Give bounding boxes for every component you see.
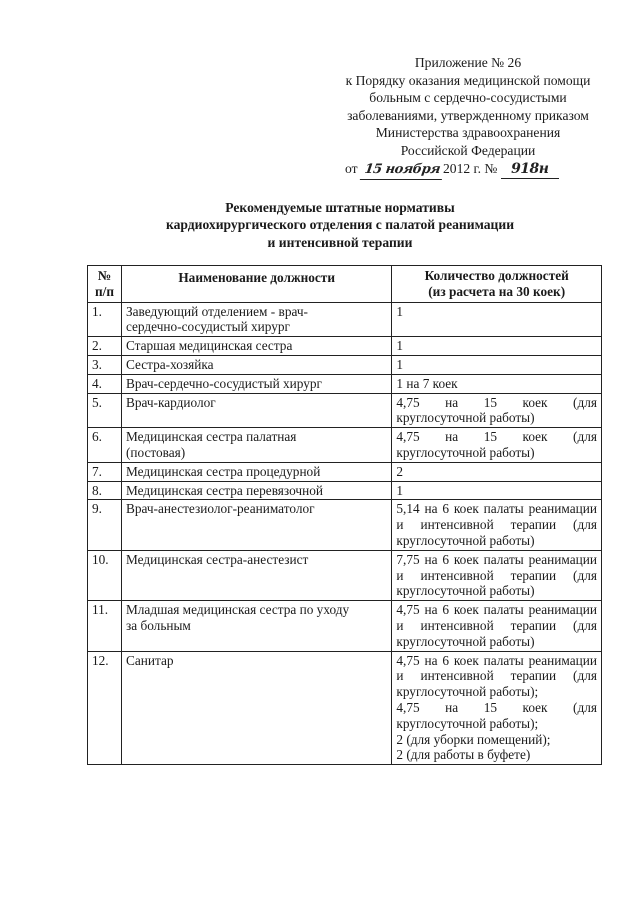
- position-quantity: 4,75 на 15 коек (для круглосуточной работы): [396, 429, 597, 460]
- row-number: 11.: [88, 601, 122, 651]
- order-year: 2012 г. №: [442, 160, 498, 176]
- position-name: (постовая): [125, 444, 186, 460]
- position-name-cell: [121, 302, 391, 337]
- position-name-cell: [121, 462, 391, 481]
- position-name: Врач-кардиолог: [125, 394, 216, 410]
- table-row: [88, 355, 602, 374]
- position-quantity: 7,75 на 6 коек палаты реанимации и интенсивной терапии (для круглосуточной работы): [396, 551, 597, 599]
- position-name: Сестра-хозяйка: [125, 356, 214, 372]
- title-line: и интенсивной терапии: [267, 234, 413, 250]
- row-number: 1.: [88, 302, 122, 337]
- row-number: 4.: [88, 374, 122, 393]
- position-name-cell: [121, 428, 391, 463]
- row-number: 12.: [88, 651, 122, 765]
- appendix-line: заболеваниями, утвержденному приказом: [347, 107, 589, 123]
- position-name: Заведующий отделением - врач-: [125, 303, 308, 319]
- table-row: [88, 481, 602, 500]
- position-quantity-cell: [392, 500, 602, 550]
- header-num-line: п/п: [94, 283, 114, 299]
- table-row: [88, 374, 602, 393]
- position-quantity-cell: [392, 481, 602, 500]
- position-name: Врач-сердечно-сосудистый хирург: [125, 375, 322, 391]
- position-name: Санитар: [125, 652, 174, 668]
- position-quantity-cell: [392, 462, 602, 481]
- position-name: Медицинская сестра палатная: [125, 429, 297, 445]
- position-name: Медицинская сестра-анестезист: [125, 551, 309, 567]
- header-qty-line: Количество должностей: [424, 268, 569, 283]
- staffing-table: [87, 265, 602, 765]
- position-name: Младшая медицинская сестра по уходу: [125, 602, 350, 618]
- table-row: [88, 337, 602, 356]
- row-number: 10.: [88, 550, 122, 600]
- row-number: 3.: [88, 355, 122, 374]
- handwritten-order-number: 918н: [501, 162, 559, 179]
- header-position-name: [121, 266, 391, 303]
- appendix-header: [318, 54, 618, 180]
- table-row: [88, 393, 602, 428]
- appendix-line: Министерства здравоохранения: [375, 125, 561, 141]
- position-quantity: 2 (для работы в буфете): [396, 747, 531, 763]
- position-name-cell: [121, 481, 391, 500]
- position-name: Врач-анестезиолог-реаниматолог: [125, 501, 315, 517]
- position-quantity-cell: [392, 393, 602, 428]
- header-num-line: №: [97, 268, 112, 283]
- row-number: 8.: [88, 481, 122, 500]
- position-name-cell: [121, 601, 391, 651]
- table-row: [88, 302, 602, 337]
- row-number: 5.: [88, 393, 122, 428]
- row-number: 2.: [88, 337, 122, 356]
- header-num: [88, 266, 122, 303]
- table-row: [88, 428, 602, 463]
- table-row: [88, 550, 602, 600]
- position-quantity-cell: [392, 355, 602, 374]
- document-title: [120, 199, 560, 251]
- position-name: сердечно-сосудистый хирург: [125, 319, 290, 335]
- position-name-cell: [121, 337, 391, 356]
- position-name-cell: [121, 651, 391, 765]
- position-quantity-cell: [392, 601, 602, 651]
- position-quantity-cell: [392, 302, 602, 337]
- position-quantity: 1: [396, 356, 404, 372]
- position-quantity-cell: [392, 428, 602, 463]
- title-line: кардиохирургического отделения с палатой реанимации: [165, 217, 515, 233]
- position-quantity: 4,75 на 15 коек (для круглосуточной работы);: [396, 699, 597, 731]
- date-prefix: от: [345, 160, 358, 176]
- position-quantity: 1: [396, 303, 404, 319]
- position-quantity: 1 на 7 коек: [396, 375, 458, 391]
- position-quantity-cell: [392, 550, 602, 600]
- handwritten-date: 15 ноября: [360, 163, 444, 180]
- position-quantity: 1: [396, 482, 404, 498]
- row-number: 9.: [88, 500, 122, 550]
- position-name-cell: [121, 393, 391, 428]
- appendix-line: Российской Федерации: [400, 142, 536, 158]
- position-name-cell: [121, 355, 391, 374]
- table-row: [88, 601, 602, 651]
- position-name-cell: [121, 500, 391, 550]
- position-quantity: 2: [396, 463, 404, 479]
- order-date-line: [318, 160, 618, 180]
- position-quantity-cell: [392, 651, 602, 765]
- position-name-cell: [121, 374, 391, 393]
- table-row: [88, 651, 602, 765]
- table-row: [88, 462, 602, 481]
- position-quantity-cell: [392, 374, 602, 393]
- position-quantity: 4,75 на 6 коек палаты реанимации и интенсивной терапии (для круглосуточной работы): [396, 602, 597, 649]
- position-name: Медицинская сестра процедурной: [125, 463, 321, 479]
- appendix-line: Приложение № 26: [414, 55, 522, 70]
- header-name-text: Наименование должности: [178, 270, 336, 285]
- row-number: 6.: [88, 428, 122, 463]
- position-quantity-cell: [392, 337, 602, 356]
- position-name: Старшая медицинская сестра: [125, 338, 293, 354]
- title-line: Рекомендуемые штатные нормативы: [225, 200, 455, 215]
- position-quantity: 5,14 на 6 коек палаты реанимации и интенсивной терапии (для круглосуточной работы): [396, 501, 597, 548]
- appendix-line: к Порядку оказания медицинской помощи: [345, 72, 591, 88]
- position-quantity: 2 (для уборки помещений);: [396, 731, 551, 747]
- header-quantity: [392, 266, 602, 303]
- position-name: Медицинская сестра перевязочной: [125, 482, 323, 498]
- position-name-cell: [121, 550, 391, 600]
- table-header-row: [88, 266, 602, 303]
- position-quantity: 1: [396, 338, 404, 354]
- row-number: 7.: [88, 462, 122, 481]
- position-name: за больным: [125, 617, 191, 633]
- position-quantity: 4,75 на 15 коек (для круглосуточной работы): [396, 394, 597, 426]
- table-row: [88, 500, 602, 550]
- header-qty-line: (из расчета на 30 коек): [428, 283, 566, 299]
- position-quantity: 4,75 на 6 коек палаты реанимации и интенсивной терапии (для круглосуточной работы);: [396, 652, 597, 700]
- appendix-line: больным с сердечно-сосудистыми: [369, 90, 567, 106]
